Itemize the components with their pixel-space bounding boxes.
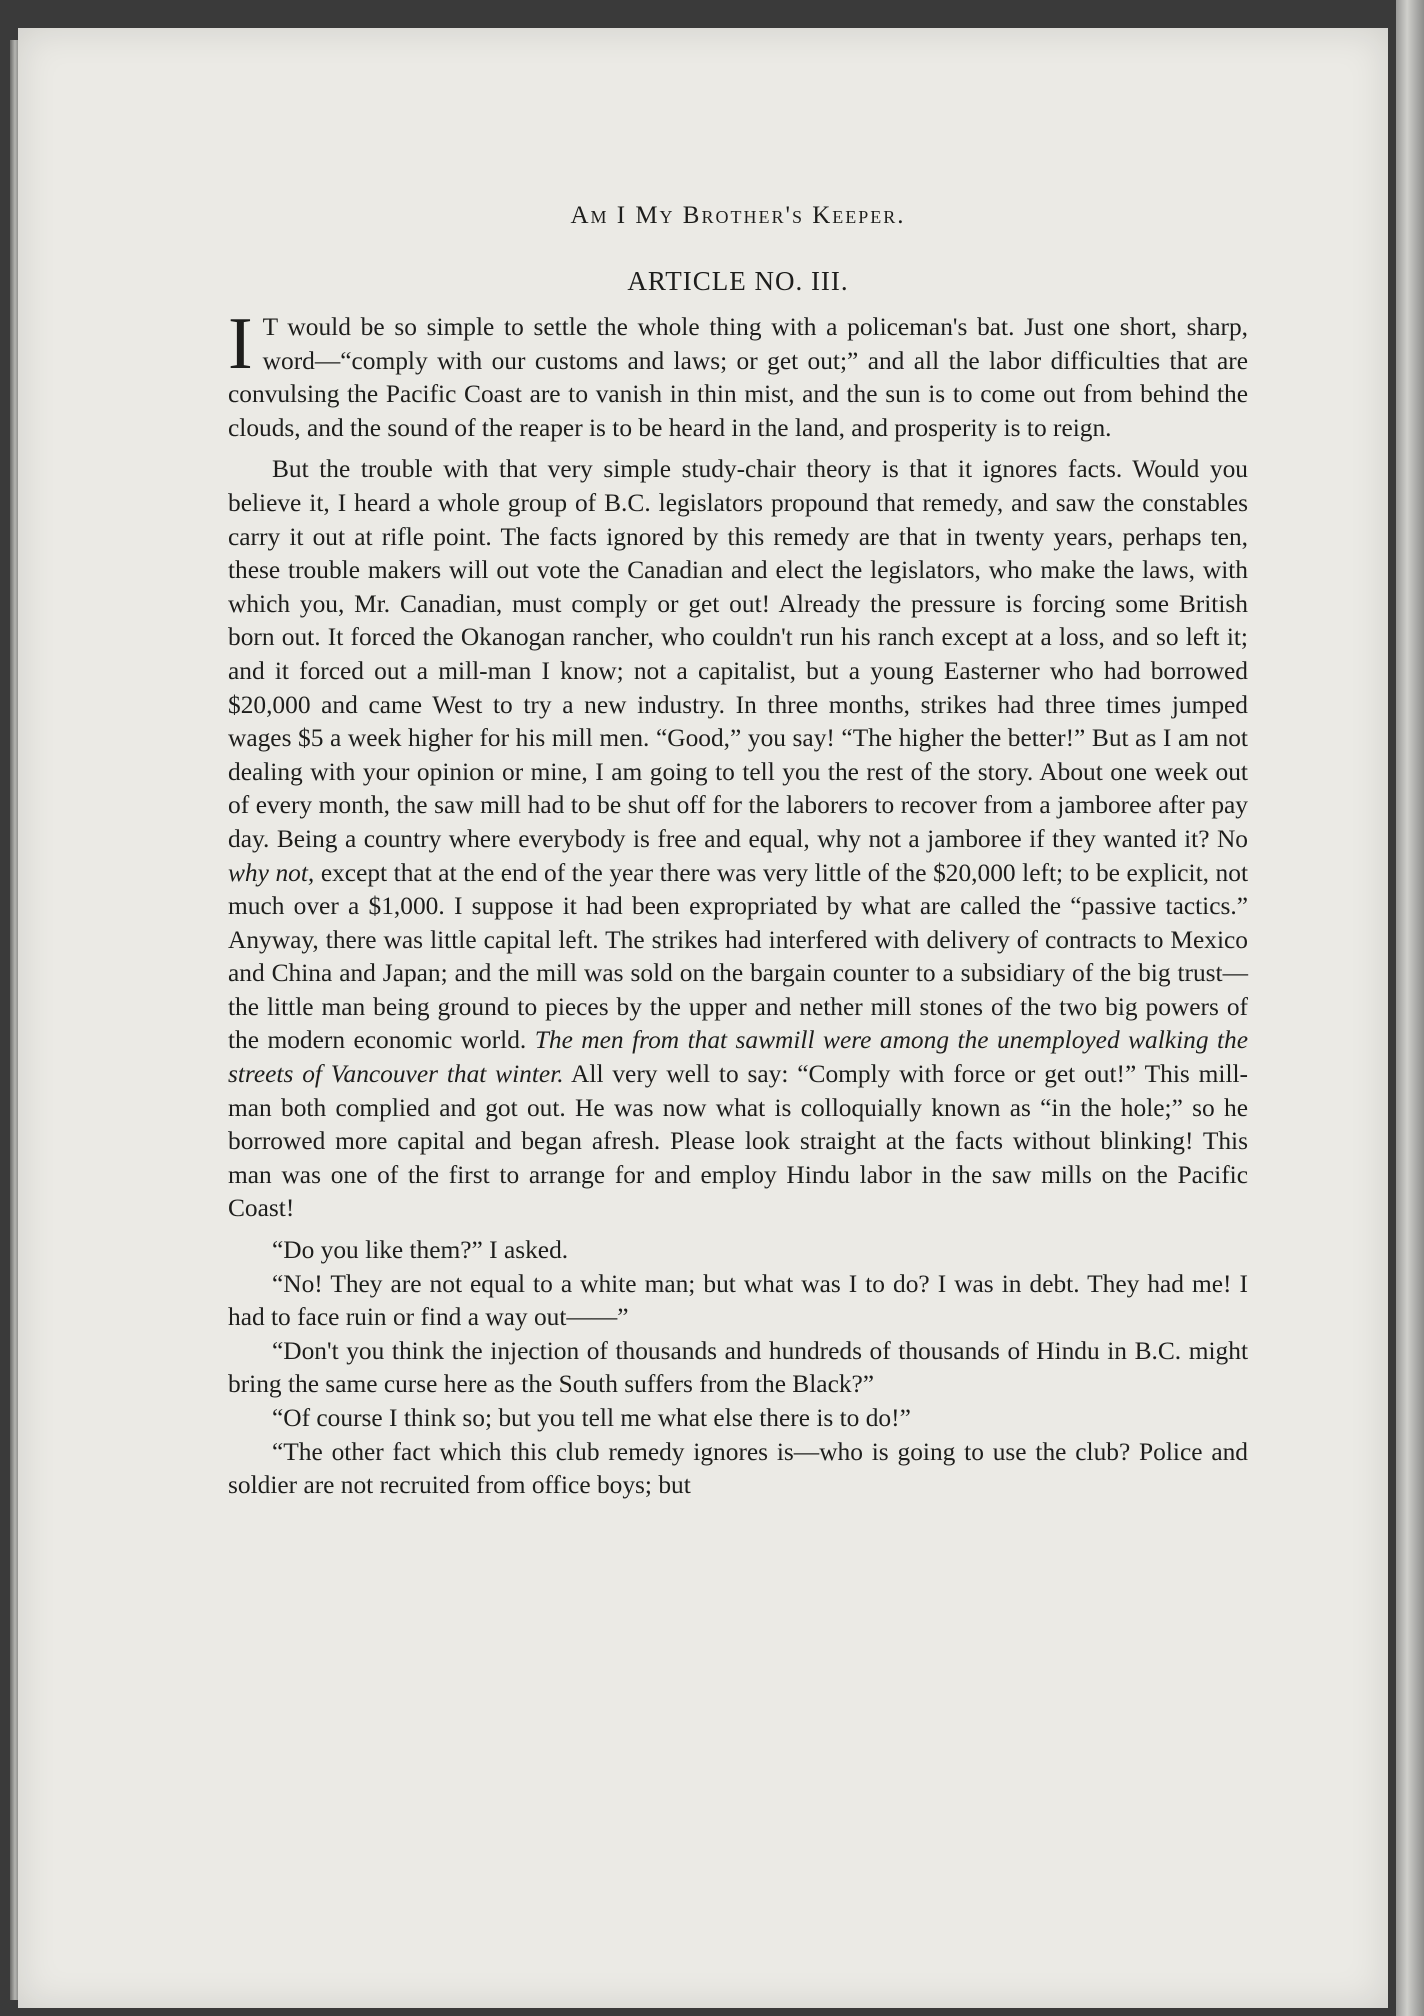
paragraph-1-text: T would be so simple to settle the whole thing with a policeman's bat. Just one short, sharp, word—“comply with our customs and laws; or get out;” and all the labor difficulties that are convulsing the Pacific Coast are to vanish in thin mist, and the sun is to come out from behind the clouds, and the sound of the reaper is to be heard in the land, and prosperity is to reign.	[228, 313, 1248, 442]
paragraph-3: “Do you like them?” I asked.	[272, 1236, 569, 1265]
paragraph-5: “Don't you think the injection of thousands and hundreds of thousands of Hindu in B.C. might bring the same curse here as the South suffers from the Black?”	[228, 1336, 1248, 1399]
paragraph-2-italic-1: why not,	[228, 858, 315, 887]
paragraph-2-part-2: except that at the end of the year there was very little of the $20,000 left; to be explicit, not much over a $1,000. I suppose it had been expropriated by what are called the “passive tactics.” Anyway, there was little capital left. The strikes had interfered with delivery of contracts to Mexico and China and Japan; and the mill was sold on the bargain counter to a subsidiary of the big trust—the little man being ground to pieces by the upper and nether mill stones of the two big powers of the modern economic world.	[228, 858, 1248, 1055]
paragraph-2	[228, 453, 1248, 1226]
paragraph-1	[228, 303, 1248, 445]
paragraph-7: “The other fact which this club remedy ignores is—who is going to use the club? Police and soldier are not recruited from office boys; but	[228, 1437, 1248, 1500]
paragraph-2-part-3: All very well to say: “Comply with force or get out!” This mill-man both complied and got out. He was now what is colloquially known as “in the hole;” so he borrowed more capital and began afresh. Please look straight at the facts without blinking! This man was one of the first to arrange for and employ Hindu labor in the saw mills on the Pacific Coast!	[228, 1060, 1249, 1223]
article-title: ARTICLE NO. III.	[627, 266, 849, 296]
running-head: Am I My Brother's Keeper.	[570, 202, 906, 229]
paragraph-2-italic-2: The men from that sawmill were among the unemployed walking the streets of Vancouver that winter.	[228, 1026, 1248, 1089]
page-edge	[1396, 0, 1424, 2016]
page-content	[228, 178, 1248, 1503]
paragraph-4: “No! They are not equal to a white man; but what was I to do? I was in debt. They had me! I had to face ruin or find a way out——”	[228, 1269, 1248, 1332]
drop-cap: I	[228, 303, 253, 385]
paragraph-2-part-1: But the trouble with that very simple study-chair theory is that it ignores facts. Would you believe it, I heard a whole group of B.C. legislators propound that remedy, and saw the constables carry it out at rifle point. The facts ignored by this remedy are that in twenty years, perhaps ten, these trouble makers will out vote the Canadian and elect the legislators, who make the laws, with which you, Mr. Canadian, must comply or get out! Already the pressure is forcing some British born out. It forced the Okanogan rancher, who couldn't run his ranch except at a loss, and so left it; and it forced out a mill-man I know; not a capitalist, but a young Easterner who had borrowed $20,000 and came West to try a new industry. In three months, strikes had three times jumped wages $5 a week higher for his mill men. “Good,” you say! “The higher the better!” But as I am not dealing with your opinion or mine, I am going to tell you the rest of the story. About one week out of every month, the saw mill had to be shut off for the laborers to recover from a jamboree after pay day. Being a country where everybody is free and equal, why not a jamboree if they wanted it? No	[228, 455, 1248, 853]
book-page	[18, 28, 1388, 2008]
paragraph-6: “Of course I think so; but you tell me what else there is to do!”	[272, 1404, 911, 1432]
